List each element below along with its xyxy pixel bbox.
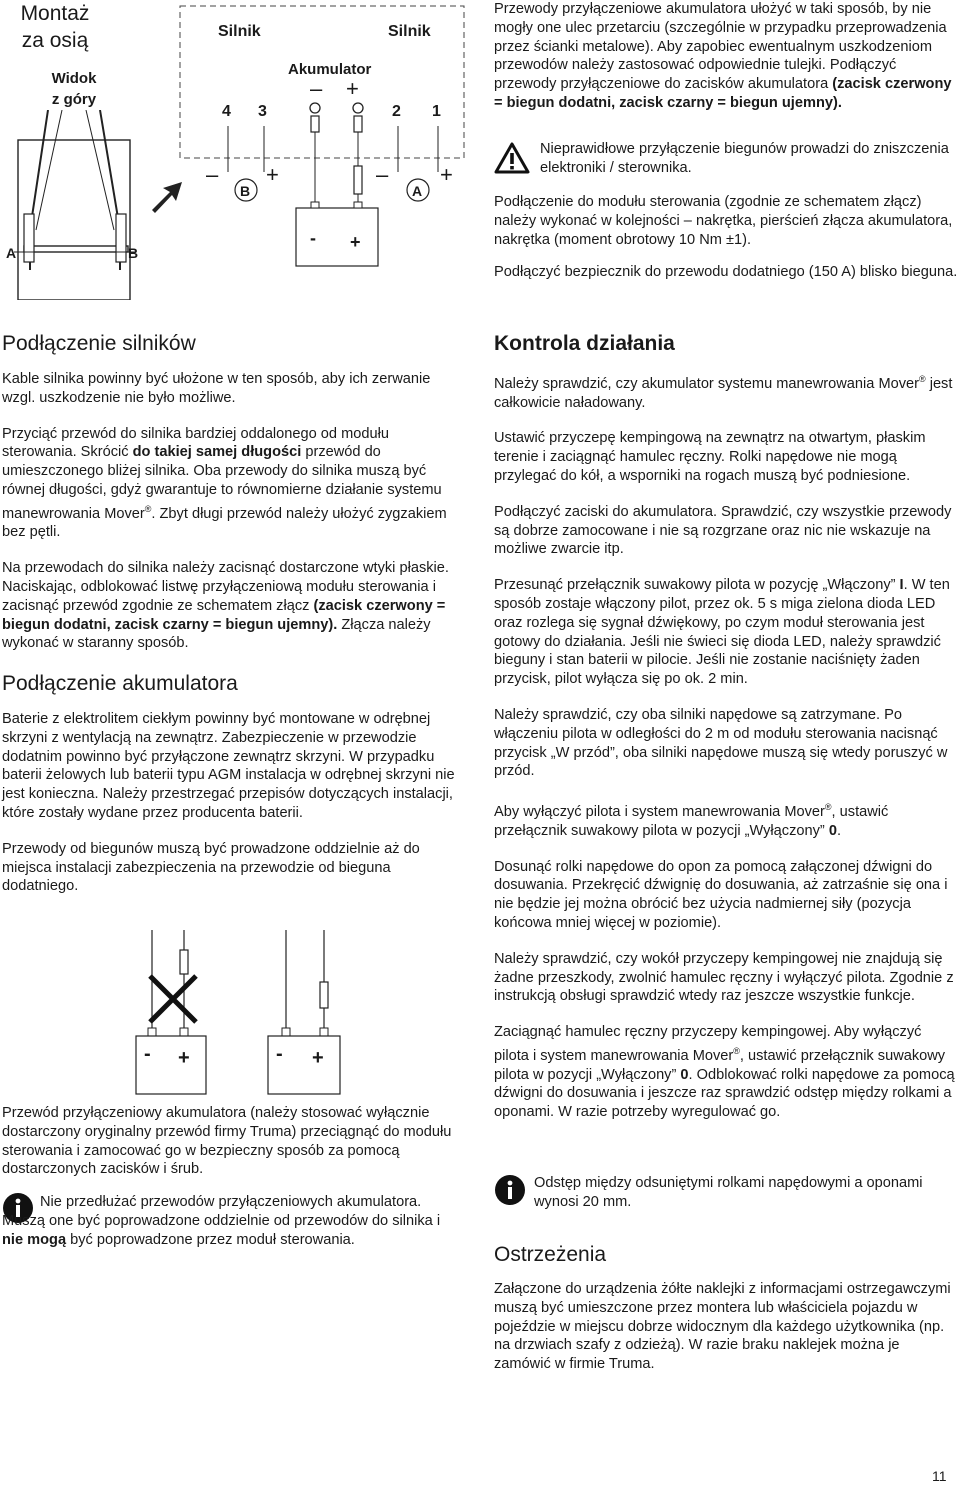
- info-note-cables: Nie przedłużać przewodów przyłączeniowych akumulatora. Muszą one być poprowadzone oddzielnie od przewodów do silnika i nie mogą być poprowadzone przez moduł sterowania.: [2, 1194, 441, 1248]
- paragraph: Przesunąć przełącznik suwakowy pilota w pozycję „Włączony” I. W ten sposób zostaje włączony pilot, przez ok. 5 s miga zielona dioda LED oraz rozlega się sygnał dźwiękowy, po czym moduł sterowania jest gotowy do działania. Jeśli nie świeci się dioda LED, należy sprawdzić bieguny i stan baterii w pilocie. Jeśli nie zostanie naciśnięty żaden przycisk, pilot wyłącza się po ok. 2 min.: [494, 577, 950, 688]
- info-note-gap: Odstęp między odsuniętymi rolkami napędowymi a oponami wynosi 20 mm.: [534, 1175, 923, 1210]
- paragraph: Kable silnika powinny być ułożone w ten sposób, aby ich zerwanie wzgl. uszkodzenie nie było możliwe.: [2, 371, 431, 406]
- svg-text:-: -: [144, 1043, 151, 1065]
- paragraph: Ustawić przyczepę kempingową na zewnątrz na otwartym, płaskim terenie i zaciągnąć hamulec ręczny. Rolki napędowe nie mogą przylegać do kół, a wsporniki na rogach muszą być podniesione.: [494, 430, 926, 485]
- battery-box: [296, 208, 378, 266]
- paragraph: Przyciąć przewód do silnika bardziej oddalonego od modułu sterowania. Skrócić do takiej samej długości przewód do umieszczonego bliżej silnika. Oba przewody do silnika muszą być równej długości, gdyż gwarantuje to równomierne działanie systemu manewrowania Mover®. Zbyt długi przewód należy ułożyć zygzakiem bez pętli.: [2, 425, 447, 541]
- svg-text:+: +: [312, 1047, 324, 1069]
- function-check-text: [494, 370, 960, 1122]
- motor-a-minus: –: [376, 162, 389, 187]
- terminal-1: 1: [432, 103, 441, 120]
- battery-label: Akumulator: [288, 61, 372, 78]
- paragraph: Na przewodach do silnika należy zacisnąć dostarczone wtyki płaskie. Naciskając, odblokować listwę przyłączeniową modułu sterowania i zacisnąć przewód zgodnie ze schematem złącz (zacisk czerwony = biegun dodatni, zacisk czarny = biegun ujemny). Złącza należy wykonać w staranny sposób.: [2, 560, 449, 652]
- motor-a-plus: +: [440, 162, 453, 187]
- wheel-right: [116, 214, 126, 262]
- paragraph: Należy sprawdzić, czy akumulator systemu manewrowania Mover® jest całkowicie naładowany.: [494, 374, 953, 411]
- control-module-connection: Podłączenie do modułu sterowania (zgodnie ze schematem złącz) należy wykonać w kolejności – nakrętka, pierścień złącza akumulatora, nakrętka (moment obrotowy 10 Nm ±1).: [494, 194, 953, 248]
- chassis-diagram: [0, 110, 150, 300]
- paragraph: Dosunąć rolki napędowe do opon za pomocą załączonej dźwigni do dosuwania. Przekręcić dźwignię do dosuwania, aż zatrzaśnie się ona i nie będzie jej można obrócić bez użycia nadmiernej siły (pozycja końcowa mniej więcej w poziomie).: [494, 858, 948, 932]
- wheel-left: [24, 214, 34, 262]
- battery-box-minus: -: [310, 228, 316, 248]
- paragraph: Należy sprawdzić, czy wokół przyczepy kempingowej nie znajdują się żadne przeszkody, zwolnić hamulec ręczny i wyłączyć pilota. Zgodnie z instrukcją obsługi sprawdzić wtedy raz jeszcze wszystkie funkcje.: [494, 950, 954, 1005]
- axle: [24, 246, 128, 252]
- terminal-4: 4: [222, 103, 231, 120]
- motor-left-label: Silnik: [218, 23, 261, 40]
- fuse-icon: [354, 166, 362, 194]
- battery-text: [2, 710, 462, 896]
- motors-heading: Podłączenie silników: [2, 332, 196, 355]
- paragraph: Baterie z elektrolitem ciekłym powinny być montowane w odrębnej skrzyni z wentylacją na zewnątrz. Zabezpieczenie w przewodzie dodatnim powinno być przyłączone zewnątrz skrzyni. W przypadku baterii żelowych lub baterii typu AGM instalacja w odrębnej skrzyni nie jest konieczna. Należy przestrzegać przepisów dotyczących instalacji, które zostały wydane przez producenta baterii.: [2, 711, 455, 821]
- top-view-label: Widok z góry: [51, 70, 97, 108]
- warning-icon: [494, 142, 530, 174]
- paragraph: Należy sprawdzić, czy oba silniki napędowe są zatrzymane. Po włączeniu pilota w odległości do 2 m od modułu sterowania nacisnąć przycisk „W przód”, oba silniki napędowe muszą się wtedy poruszyć w przód.: [494, 707, 948, 780]
- mounting-title-line2: za osią: [21, 29, 89, 52]
- chassis-label-a: A: [6, 245, 17, 261]
- paragraph: Aby wyłączyć pilota i system manewrowania Mover®, ustawić przełącznik suwakowy pilota w pozycji „Wyłączony” 0.: [494, 802, 889, 839]
- paragraph: Podłączyć zaciski do akumulatora. Sprawdzić, czy wszystkie przewody są dobrze zamocowane i nie są rozgrzane oraz nic nie wskazuje na możliwe zwarcie itp.: [494, 503, 952, 558]
- info-icon: [494, 1174, 526, 1206]
- battery-heading: Podłączenie akumulatora: [2, 672, 238, 695]
- correct-wiring: [268, 930, 340, 1094]
- off-symbol: 0: [828, 822, 837, 839]
- svg-text:A: A: [412, 183, 423, 199]
- function-check-heading: Kontrola działania: [494, 332, 675, 355]
- motor-right-label: Silnik: [388, 23, 431, 40]
- battery-box-plus: +: [350, 232, 361, 252]
- battery-wiring-text: [494, 0, 958, 113]
- paragraph: Zaciągnąć hamulec ręczny przyczepy kempingowej. Aby wyłączyć pilota i system manewrowania Mover®, ustawić przełącznik suwakowy pilota w pozycji „Wyłączony” 0. Odblokować rolki napędowe za pomocą dźwigni do dosuwania i jeszcze raz sprawdzić odstęp między rolkami a oponami. W razie potrzeby wyregulować go.: [494, 1024, 955, 1121]
- battery-minus-sign: –: [310, 76, 323, 101]
- chassis-outline: [18, 140, 130, 300]
- on-symbol: I: [899, 577, 904, 594]
- svg-text:+: +: [178, 1047, 190, 1069]
- off-symbol: 0: [680, 1066, 689, 1083]
- paragraph: Przewody od biegunów muszą być prowadzone oddzielnie aż do miejsca instalacji zabezpieczenia na przewodzie od bieguna dodatniego.: [2, 840, 420, 895]
- polarity-warning: Nieprawidłowe przyłączenie biegunów prowadzi do zniszczenia elektroniki / sterownika.: [540, 141, 949, 176]
- motor-b-minus: –: [206, 162, 219, 187]
- motors-text: [2, 370, 462, 653]
- terminal-3: 3: [258, 103, 267, 120]
- paragraph: Przewody przyłączeniowe akumulatora ułożyć w taki sposób, by nie mogły one ulec przetarciu (szczególnie w przypadku przeprowadzenia przez ścianki metalowe). Aby zapobiec ewentualnym uszkodzeniom przewodów należy zastosować odpowiednie tulejki. Podłączyć przewody przyłączeniowe do zacisków akumulatora (zacisk czerwony = biegun dodatni, zacisk czarny = biegun ujemny).: [494, 1, 952, 111]
- cross-icon: [150, 976, 196, 1022]
- terminal-2: 2: [392, 103, 401, 120]
- bolt-plus-icon: [353, 103, 363, 166]
- warnings-text: Załączone do urządzenia żółte naklejki z informacjami ostrzegawczymi muszą być umieszczone przez montera lub właściciela pojazdu w pojeździe w miejscu dobrze widocznym dla każdego użytkownika (np. na drzwiach szafy z odzieżą). W razie braku naklejek można je zamówić w firmie Truma.: [494, 1281, 951, 1373]
- svg-text:-: -: [276, 1043, 283, 1065]
- incorrect-wiring: [136, 930, 206, 1094]
- battery-plus-sign: +: [346, 76, 359, 101]
- battery-wiring-diagram: [130, 930, 360, 1100]
- fuse-instruction: Podłączyć bezpiecznik do przewodu dodatniego (150 A) blisko bieguna.: [494, 264, 958, 280]
- mounting-title-line1: Montaż: [20, 2, 90, 25]
- chassis-label-b: B: [128, 245, 139, 261]
- wiring-diagram: [178, 4, 468, 269]
- svg-text:B: B: [240, 183, 251, 199]
- connection-cable-text: Przewód przyłączeniowy akumulatora (należy stosować wyłącznie dostarczony oryginalny przewód firmy Truma) przeciągnąć do modułu sterowania i zamocować go w bezpieczny sposób za pomocą dostarczonych zacisków i śrub.: [2, 1105, 452, 1178]
- mounting-title: [18, 0, 92, 54]
- page-number: 11: [932, 1468, 947, 1484]
- warnings-heading: Ostrzeżenia: [494, 1243, 607, 1266]
- motor-b-plus: +: [266, 162, 279, 187]
